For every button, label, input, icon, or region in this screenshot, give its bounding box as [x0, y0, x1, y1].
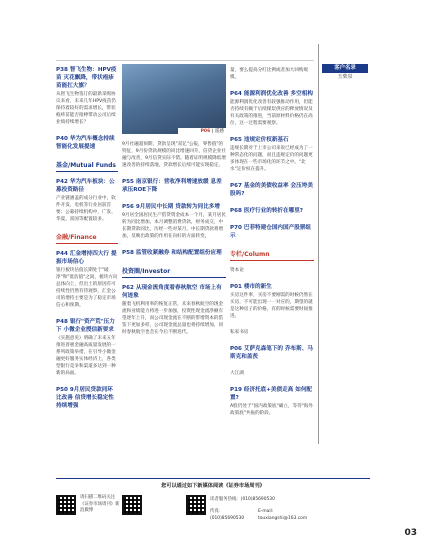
contents-entry[interactable] [56, 66, 118, 126]
entry-page: P65 [230, 137, 242, 143]
entry-summary: 产业链涵盖的成分行业中，软件开发、电机等行业居前首要；公募持续机构中，广发、华夏、富国等配置较多。 [56, 196, 116, 222]
contents-entry[interactable] [56, 386, 118, 410]
entry-page: P70 [230, 225, 242, 231]
footer-fax: 传真：(010)85690530 [210, 509, 245, 521]
contents-entry[interactable] [230, 182, 314, 198]
entry-page: P58 [122, 250, 134, 256]
customer-name: 玉柴泉 [337, 74, 353, 80]
entry-title: 汇金增持四大行 提振市场信心 [56, 251, 117, 265]
section-heading-investor: 投资圈/Investor [122, 266, 226, 278]
contents-entry[interactable] [230, 207, 314, 215]
contents-column-1 [56, 66, 118, 419]
section-heading-finance: 金融/Finance [56, 232, 118, 244]
entry-title: 9月居民中长期 贷款转为同比多增 [135, 204, 220, 210]
entry-title: 9月居民贷款同环比改善 信贷增长稳定性持续增强 [56, 387, 114, 409]
contents-entry[interactable] [122, 249, 226, 257]
contents-entry[interactable] [122, 203, 226, 240]
entry-summary: 量，要么提高分红比例或者加大回购规模。 [230, 68, 309, 80]
footer-hotline: 读者服务热线：(010)85690530 [210, 497, 275, 502]
contents-entry [230, 67, 314, 81]
contents-entry[interactable] [230, 224, 314, 240]
entry-title: 银行"资产荒"压力下 小微企业授信新要求 [56, 319, 115, 333]
contents-entry[interactable] [56, 178, 118, 223]
entry-summary: 银行板块估值长期处于"破净"和"低估值"之间，板块方向总体向上，但出土的原因有可持续性仍然有待观察，汇金公司的增持主要是为了稳定市场信心和预期。 [56, 268, 118, 308]
entry-page: P64 [230, 91, 242, 97]
footer-email: E-mail: touxiangshi@163.com [258, 509, 308, 521]
section-heading-fund: 基金/Mutual Funds [56, 160, 118, 172]
qr-code-icon [186, 495, 206, 515]
contents-entry[interactable] [230, 386, 314, 417]
entry-title: 经济托底+美债走高 如何配置? [230, 387, 313, 401]
entry-summary: 9月居全国居民生产借贷资金成本一个月，某月居民转为同比增加，本月调整消费贷款，财务成交，中长期贷款同比，历经一些对某月，中长期贷款将增加，反映出政策的作用在向好的方面转变。 [122, 213, 226, 239]
contents-entry [122, 141, 226, 169]
top-rule [56, 60, 314, 61]
contents-entry[interactable] [230, 345, 314, 361]
contents-entry[interactable] [56, 135, 118, 151]
customer-heading: 客户名录 [322, 64, 368, 73]
page-number: 03 [404, 528, 417, 538]
contents-entry[interactable] [56, 250, 118, 309]
contents-column-3 [230, 66, 314, 426]
contents-entry[interactable] [122, 178, 226, 194]
entry-page: P56 [122, 204, 134, 210]
entry-page: P40 [56, 136, 68, 142]
entry-summary: 从智飞生物签订的最新采购协议来看，未来几年HPV疫苗仍保持着较好的需求增长，带状疱疹苗能否接棒带动公司后续业绩持续增长？ [56, 92, 116, 125]
entry-title: 华为汽车板块：公募投资路径 [56, 179, 115, 193]
entry-summary: 能源利润优化改善有较强推动作用，但能否持续有赖于后续煤炭供应的释放情况及有关政策的推进，当前原材料价格仍在高位，这一过程需要观察。 [230, 100, 313, 126]
entry-page: P67 [230, 183, 242, 189]
entry-page: P68 [230, 208, 242, 214]
entry-title: 违规定价权新基石 [243, 137, 289, 143]
entry-page: P01 [230, 284, 242, 290]
column-label: 私家书房 [230, 330, 249, 335]
entry-title: 从现金流角度看春秋航空 市场上有何迹象 [122, 285, 222, 299]
entry-title: 巴菲特建仓国内国产股票组示 [230, 225, 311, 239]
contents-entry[interactable] [230, 136, 314, 173]
entry-title: 基金的美债收益率 会压垮美股吗? [230, 183, 313, 197]
entry-summary: 《实施意见》明确了未来五年推进普惠金融高质量发展的一系列政策举措，在引导小微金融更好服务实体经济上，各类型银行竞争和渠道多达到一种新的局面。 [56, 336, 116, 376]
entry-title: 监管收紧融券 和结构配置组份应理 [135, 250, 222, 256]
contents-column-2 [122, 140, 226, 345]
contents-entry[interactable] [122, 284, 226, 336]
entry-page: P50 [56, 387, 68, 393]
entry-page: P06 [230, 346, 242, 352]
entry-title: 艾萨克森笔下的 乔布斯、马斯克和盖茨 [230, 346, 313, 360]
entry-summary: 9月社融超预期，贷款呈现"双亿"公报，零售值"的特征，9月份贷款规模的同比增速回升，信贷企业社融与改善，9月信贷实际不错。随着证明规模降低增速改善的持续落地，贷款增长后续可能实现稳定。 [122, 142, 226, 168]
footer [56, 478, 370, 542]
cover-photo [122, 64, 226, 134]
qr-code-icon [56, 495, 76, 515]
entry-title: 华为汽车概念持续 智能化发展提速 [56, 136, 115, 150]
footer-qr-label: 请扫描二维码关注《证券市场周刊》新浪微博 [80, 495, 120, 513]
entry-summary: 违规长期对于上市公司来说已经成为了一种常态化的问题，而且违规定价的问题更多体现在一些市场化的环节之中。"北水"定价权在提升。 [230, 146, 313, 172]
entry-summary: 买房这件事，买房不要刚需的时候仍然在买房，不可能出现一一对应的，期望的就是这种房子的价格，有的时候需要时间推进。 [230, 293, 313, 319]
entry-title: 楼市的新生 [243, 284, 272, 290]
entry-page: P48 [56, 319, 68, 325]
contents-entry[interactable] [230, 283, 314, 320]
entry-page: P44 [56, 251, 68, 257]
entry-summary: A股仍处于"国内政策底"确立，等待"海外政策底"共振的阶段。 [230, 404, 313, 416]
column-label: 资本论 [230, 268, 244, 273]
entry-title: 医疗行业的转折在哪里? [243, 208, 304, 214]
customer-box [322, 64, 368, 82]
entry-summary: 随着飞机利用率的恢复正常，未来春秋航空的现金流和业绩能力将进一步加强，投资性现金流净额有望逐年上升，而公司现金流在不断的带增资本的借鉴下更加多样，公司现金流总量也将持续增加，同时春秋航空也会在今后不断迭代。 [122, 302, 224, 335]
entry-page: P62 [122, 285, 134, 291]
entry-page: P38 [56, 67, 68, 73]
sidebar-rule [318, 44, 370, 444]
contents-entry[interactable] [230, 90, 314, 127]
column-label: 大江湖 [230, 371, 244, 376]
entry-page: P55 [122, 179, 134, 185]
section-heading-column: 专栏/Column [230, 249, 314, 261]
entry-page: P19 [230, 387, 242, 393]
qr-code-icon [122, 495, 142, 515]
entry-title: 智飞生物：HPV疫苗 灭花飘降，带状疱疹苗能扛大旗？ [56, 67, 117, 89]
entry-title: 能源利润优化改善 多空相构 [243, 91, 313, 97]
entry-page: P42 [56, 179, 68, 185]
entry-title: 南京银行：营收净利增速放缓 息差承压ROE下降 [122, 179, 222, 193]
footer-banner: 您可以通过如下新媒体阅读《证券市场周刊》 [161, 483, 265, 489]
photo-caption: P06 | 遥感 [178, 128, 226, 136]
contents-entry[interactable] [56, 318, 118, 377]
